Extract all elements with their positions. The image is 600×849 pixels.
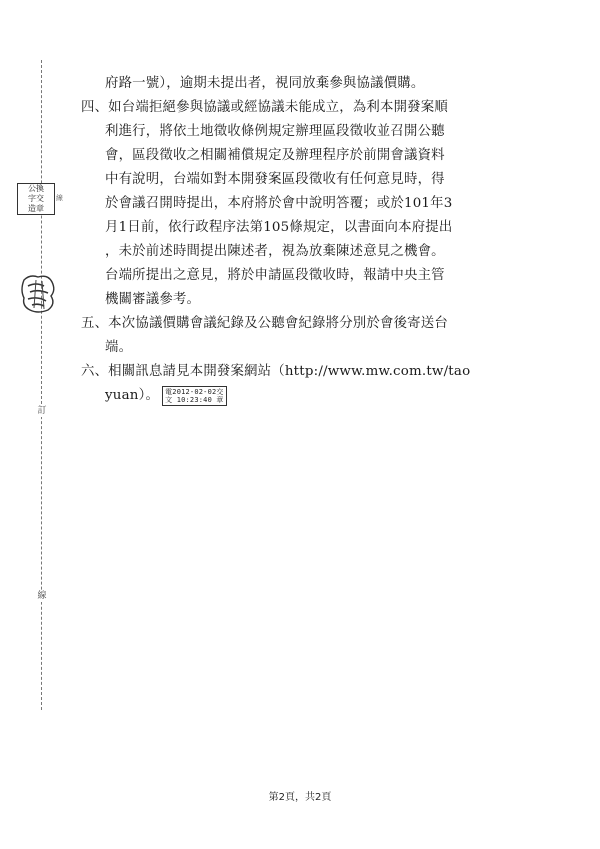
item-six-start: 六、相關訊息請見本開發案網站（http://www.mw.com.tw/tao bbox=[81, 364, 471, 379]
electronic-stamp bbox=[162, 386, 227, 406]
body-line-last bbox=[81, 384, 535, 408]
body-line: 府路一號），逾期未提出者，視同放棄參與協議價購。 bbox=[105, 76, 425, 91]
binding-mark-ding: 訂 bbox=[34, 405, 50, 417]
item-four-start: 四、如台端拒絕參與協議或經協議未能成立，為利本開發案順 bbox=[81, 100, 448, 115]
page-number-footer: 第2頁，共2頁 bbox=[268, 792, 332, 803]
url-tail-text: yuan）。 bbox=[105, 388, 160, 403]
body-line: 機關審議參考。 bbox=[105, 292, 201, 307]
margin-stamp-side: 線 bbox=[56, 194, 63, 202]
document-body bbox=[81, 72, 535, 408]
body-line: 會，區段徵收之相關補償規定及辦理程序於前開會議資料 bbox=[105, 148, 445, 163]
electronic-stamp-line: 電2012-02-02交 bbox=[165, 387, 224, 396]
body-line: 月1日前，依行政程序法第105條規定，以書面向本府提出 bbox=[105, 220, 453, 235]
item-five-start: 五、本次協議價購會議紀錄及公聽會紀錄將分別於會後寄送台 bbox=[81, 316, 448, 331]
body-line: 端。 bbox=[105, 340, 133, 355]
body-line: 利進行，將依土地徵收條例規定辦理區段徵收並召開公聽 bbox=[105, 124, 445, 139]
body-line: 台端所提出之意見，將於申請區段徵收時，報請中央主管 bbox=[105, 268, 445, 283]
body-line: 於會議召開時提出，本府將於會中說明答覆；或於101年3 bbox=[105, 196, 453, 211]
electronic-stamp-line: 文 10:23:40 章 bbox=[165, 395, 224, 404]
body-line: ，未於前述時間提出陳述者，視為放棄陳述意見之機會。 bbox=[105, 244, 445, 259]
body-line: 中有說明，台端如對本開發案區段徵收有任何意見時，得 bbox=[105, 172, 445, 187]
margin-stamp-line: 造章 bbox=[28, 204, 44, 213]
binding-line bbox=[41, 60, 42, 710]
margin-seal-icon bbox=[18, 272, 58, 316]
margin-stamp-line: 字交 bbox=[28, 194, 44, 203]
binding-mark-xian: 線 bbox=[34, 590, 50, 602]
margin-stamp-line: 公換 bbox=[28, 184, 44, 193]
margin-stamp bbox=[17, 183, 55, 215]
